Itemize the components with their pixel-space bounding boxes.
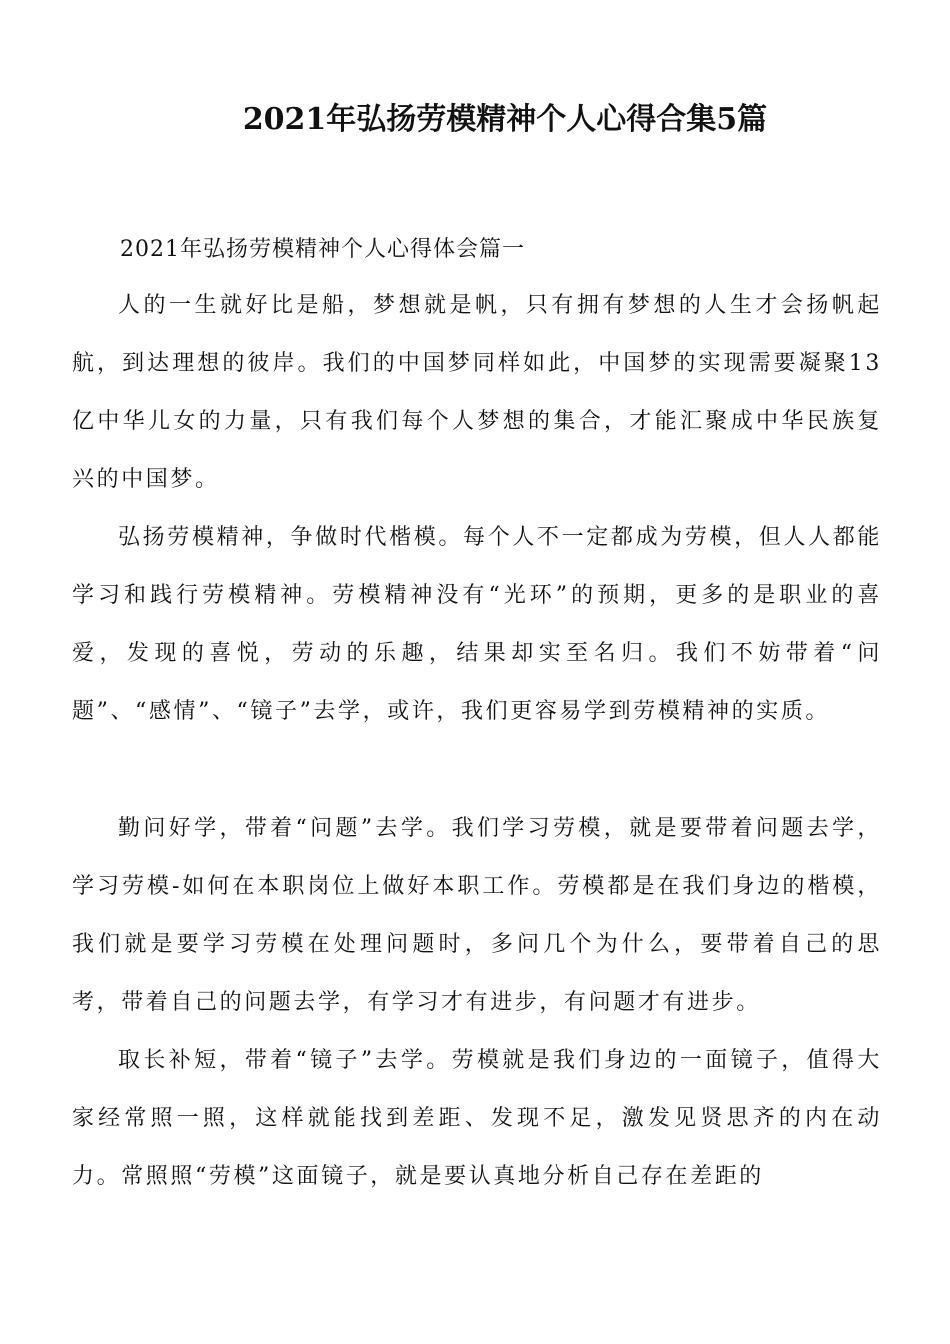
paragraph-4 xyxy=(72,1032,882,1206)
paragraph-1 xyxy=(72,277,882,509)
paragraph-2 xyxy=(72,509,882,741)
paragraph-text: 人的一生就好比是船，梦想就是帆，只有拥有梦想的人生才会扬帆起航，到达理想的彼岸。我们的中国梦同样如此，中国梦的实现需要凝聚13亿中华儿女的力量，只有我们每个人梦想的集合，才能汇聚成中华民族复兴的中国梦。 xyxy=(72,293,882,492)
paragraph-text: 弘扬劳模精神，争做时代楷模。每个人不一定都成为劳模，但人人都能学习和践行劳模精神。劳模精神没有“光环”的预期，更多的是职业的喜爱，发现的喜悦，劳动的乐趣，结果却实至名归。我们不妨带着“问题”、“感情”、“镜子”去学，或许，我们更容易学到劳模精神的实质。 xyxy=(72,525,882,724)
paragraph-text: 勤问好学，带着“问题”去学。我们学习劳模，就是要带着问题去学，学习劳模-如何在本职岗位上做好本职工作。劳模都是在我们身边的楷模，我们就是要学习劳模在处理问题时，多问几个为什么，要带着自己的思考，带着自己的问题去学，有学习才有进步，有问题才有进步。 xyxy=(72,816,882,1015)
section-heading: 2021年弘扬劳模精神个人心得体会篇一 xyxy=(120,237,525,262)
document-title: 2021年弘扬劳模精神个人心得合集5篇 xyxy=(242,102,768,137)
paragraph-3 xyxy=(72,800,882,1032)
paragraph-text: 取长补短，带着“镜子”去学。劳模就是我们身边的一面镜子，值得大家经常照一照，这样就能找到差距、发现不足，激发见贤思齐的内在动力。常照照“劳模”这面镜子，就是要认真地分析自己存在差距的 xyxy=(72,1048,882,1189)
